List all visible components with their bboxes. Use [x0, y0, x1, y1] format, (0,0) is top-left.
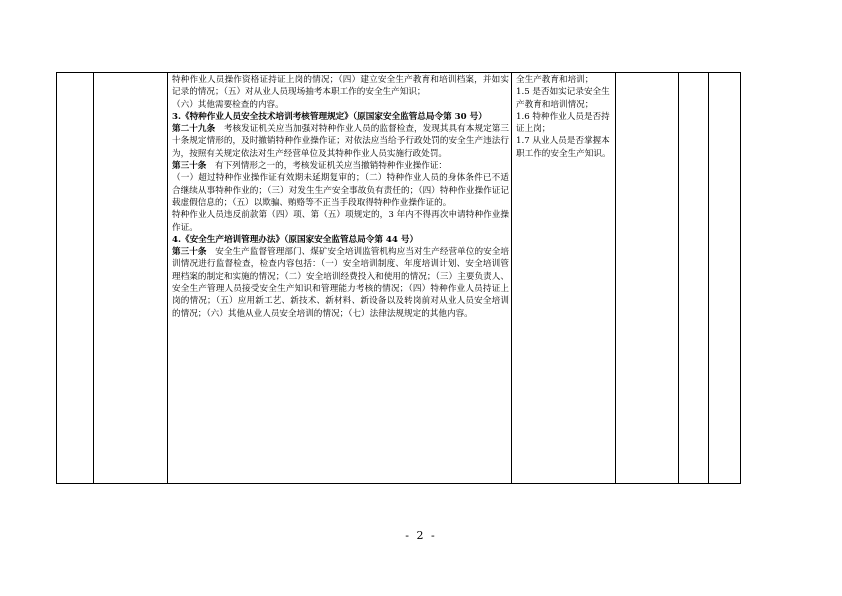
check-item: 1.7 从业人员是否掌握本职工作的安全生产知识。: [516, 136, 611, 159]
empty-cell: [679, 73, 709, 484]
article-label: 第三十条: [172, 161, 207, 172]
check-content-cell: [512, 73, 616, 484]
check-item: 1.6 特种作业人员是否持证上岗；: [516, 111, 610, 135]
regulation-title: 3.《特种作业人员安全技术培训考核管理规定》（原国家安全监管总局令第 30 号）: [172, 111, 487, 122]
article-tail: 特种作业人员违反前款第（四）项、第（五）项规定的，3 年内不得再次申请特种作业操作证。: [172, 210, 509, 233]
legal-basis-cell: [168, 73, 512, 484]
check-item: 1.5 是否如实记录安全生产教育和培训情况；: [516, 87, 610, 110]
empty-cell: [616, 73, 679, 484]
seq-cell: [57, 73, 94, 484]
article-text: 有下列情形之一的，考核发证机关应当撤销特种作业操作证：: [206, 161, 448, 172]
basis-paragraph: 特种作业人员操作资格证持证上岗的情况；（四）建立安全生产教育和培训档案，并如实记录的情况；（五）对从业人员现场抽考本职工作的安全生产知识；: [172, 75, 509, 98]
article-text: 安全生产监督管理部门、煤矿安全培训监管机构应当对生产经营单位的安全培训情况进行监督检查，检查内容包括：（一）安全培训制度、年度培训计划、安全培训管理档案的制定和实施的情况；（二）安全培训经费投入和使用的情况；（三）主要负责人、安全生产管理人员接受安全生产知识和管理能力考核的情况；（四）特种作业人员持证上岗的情况；（五）应用新工艺、新技术、新材料、新设备以及转岗前对从业人员安全培训的情况；（六）其他从业人员安全培训的情况；（七）法律法规规定的其他内容。: [172, 247, 509, 319]
table-row: [57, 73, 741, 484]
regulation-title: 4.《安全生产培训管理办法》（原国家安全监管总局令第 44 号）: [172, 234, 419, 245]
article-items: （一）超过特种作业操作证有效期未延期复审的；（二）特种作业人员的身体条件已不适合继续从事特种作业的；（三）对发生生产安全事故负有责任的；（四）特种作业操作证记载虚假信息的；（五）以欺骗、贿赂等不正当手段取得特种作业操作证的。: [172, 173, 509, 208]
article-text: 考核发证机关应当加强对特种作业人员的监督检查，发现其具有本规定第三十条规定情形的，及时撤销特种作业操作证；对依法应当给予行政处罚的安全生产违法行为，按照有关规定依法对生产经营单位及其特种作业人员实施行政处罚。: [172, 124, 509, 159]
basis-paragraph: （六）其他需要检查的内容。: [172, 99, 284, 110]
article-label: 第二十九条: [172, 124, 216, 135]
item-cell: [94, 73, 168, 484]
check-item: 全生产教育和培训；: [516, 75, 594, 85]
empty-cell: [709, 73, 741, 484]
article-label: 第三十条: [172, 247, 207, 258]
inspection-table: [56, 72, 741, 484]
page-number: - 2 -: [405, 529, 437, 542]
